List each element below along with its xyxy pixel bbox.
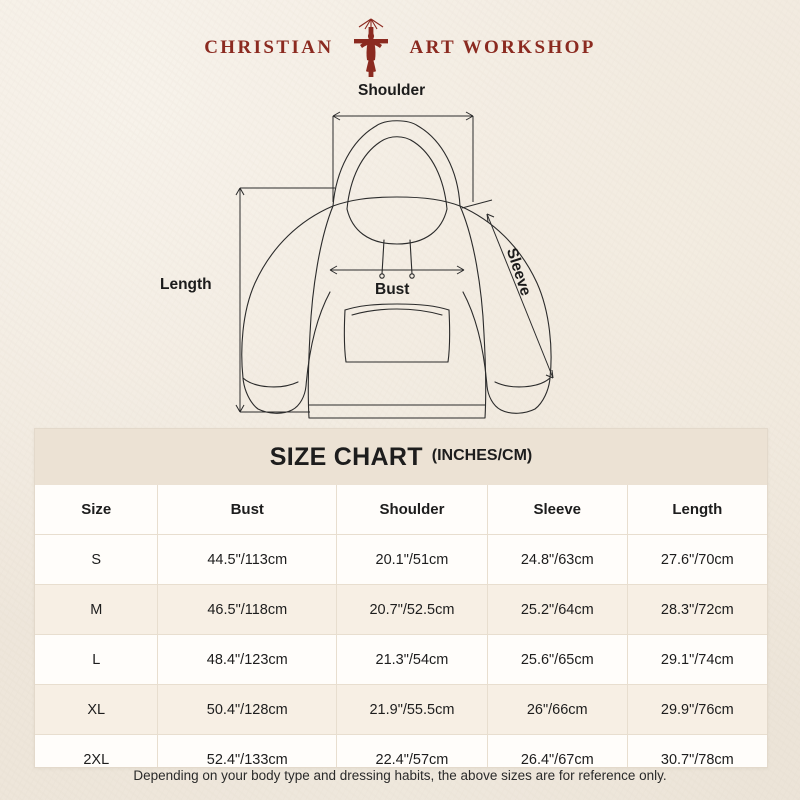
column-header-shoulder: Shoulder — [337, 485, 488, 535]
label-shoulder: Shoulder — [358, 82, 426, 99]
table-row — [35, 635, 767, 685]
table-row — [35, 735, 767, 769]
cell-size: M — [35, 585, 158, 635]
hoodie-diagram — [0, 78, 800, 426]
cell-length: 27.6"/70cm — [627, 535, 767, 585]
cell-shoulder: 20.7"/52.5cm — [337, 585, 488, 635]
cell-sleeve: 25.2"/64cm — [487, 585, 627, 635]
cell-shoulder: 20.1"/51cm — [337, 535, 488, 585]
cell-size: XL — [35, 685, 158, 735]
cell-shoulder: 21.9"/55.5cm — [337, 685, 488, 735]
table-row — [35, 535, 767, 585]
hoodie-illustration-svg — [0, 78, 800, 426]
cell-length: 29.9"/76cm — [627, 685, 767, 735]
cell-sleeve: 24.8"/63cm — [487, 535, 627, 585]
cell-bust: 50.4"/128cm — [158, 685, 337, 735]
size-chart-header — [35, 429, 767, 485]
cell-bust: 46.5"/118cm — [158, 585, 337, 635]
table-row — [35, 585, 767, 635]
label-bust: Bust — [375, 281, 410, 298]
cell-length: 29.1"/74cm — [627, 635, 767, 685]
cell-bust: 52.4"/133cm — [158, 735, 337, 769]
size-chart-title: SIZE CHART — [269, 442, 423, 471]
table-row — [35, 685, 767, 735]
cell-size: 2XL — [35, 735, 158, 769]
disclaimer-text: Depending on your body type and dressing habits, the above sizes are for reference only. — [133, 768, 667, 783]
cell-bust: 48.4"/123cm — [158, 635, 337, 685]
size-chart-card — [34, 428, 768, 768]
cell-shoulder: 21.3"/54cm — [337, 635, 488, 685]
cell-size: L — [35, 635, 158, 685]
cell-length: 30.7"/78cm — [627, 735, 767, 769]
brand-header — [0, 16, 800, 80]
column-header-bust: Bust — [158, 485, 337, 535]
cell-bust: 44.5"/113cm — [158, 535, 337, 585]
brand-name-left: CHRISTIAN — [204, 37, 334, 58]
column-header-length: Length — [627, 485, 767, 535]
column-header-size: Size — [35, 485, 158, 535]
cell-length: 28.3"/72cm — [627, 585, 767, 635]
crucifix-icon — [343, 17, 399, 79]
cell-shoulder: 22.4"/57cm — [337, 735, 488, 769]
size-chart-units: (INCHES/CM) — [431, 447, 533, 464]
table-header-row — [35, 485, 767, 535]
brand-name-right: ART WORKSHOP — [409, 37, 596, 58]
label-sleeve: Sleeve — [502, 246, 535, 298]
cell-sleeve: 26"/66cm — [487, 685, 627, 735]
cell-sleeve: 25.6"/65cm — [487, 635, 627, 685]
column-header-sleeve: Sleeve — [487, 485, 627, 535]
label-length: Length — [160, 276, 212, 293]
cell-size: S — [35, 535, 158, 585]
size-chart-table — [35, 485, 767, 768]
cell-sleeve: 26.4"/67cm — [487, 735, 627, 769]
